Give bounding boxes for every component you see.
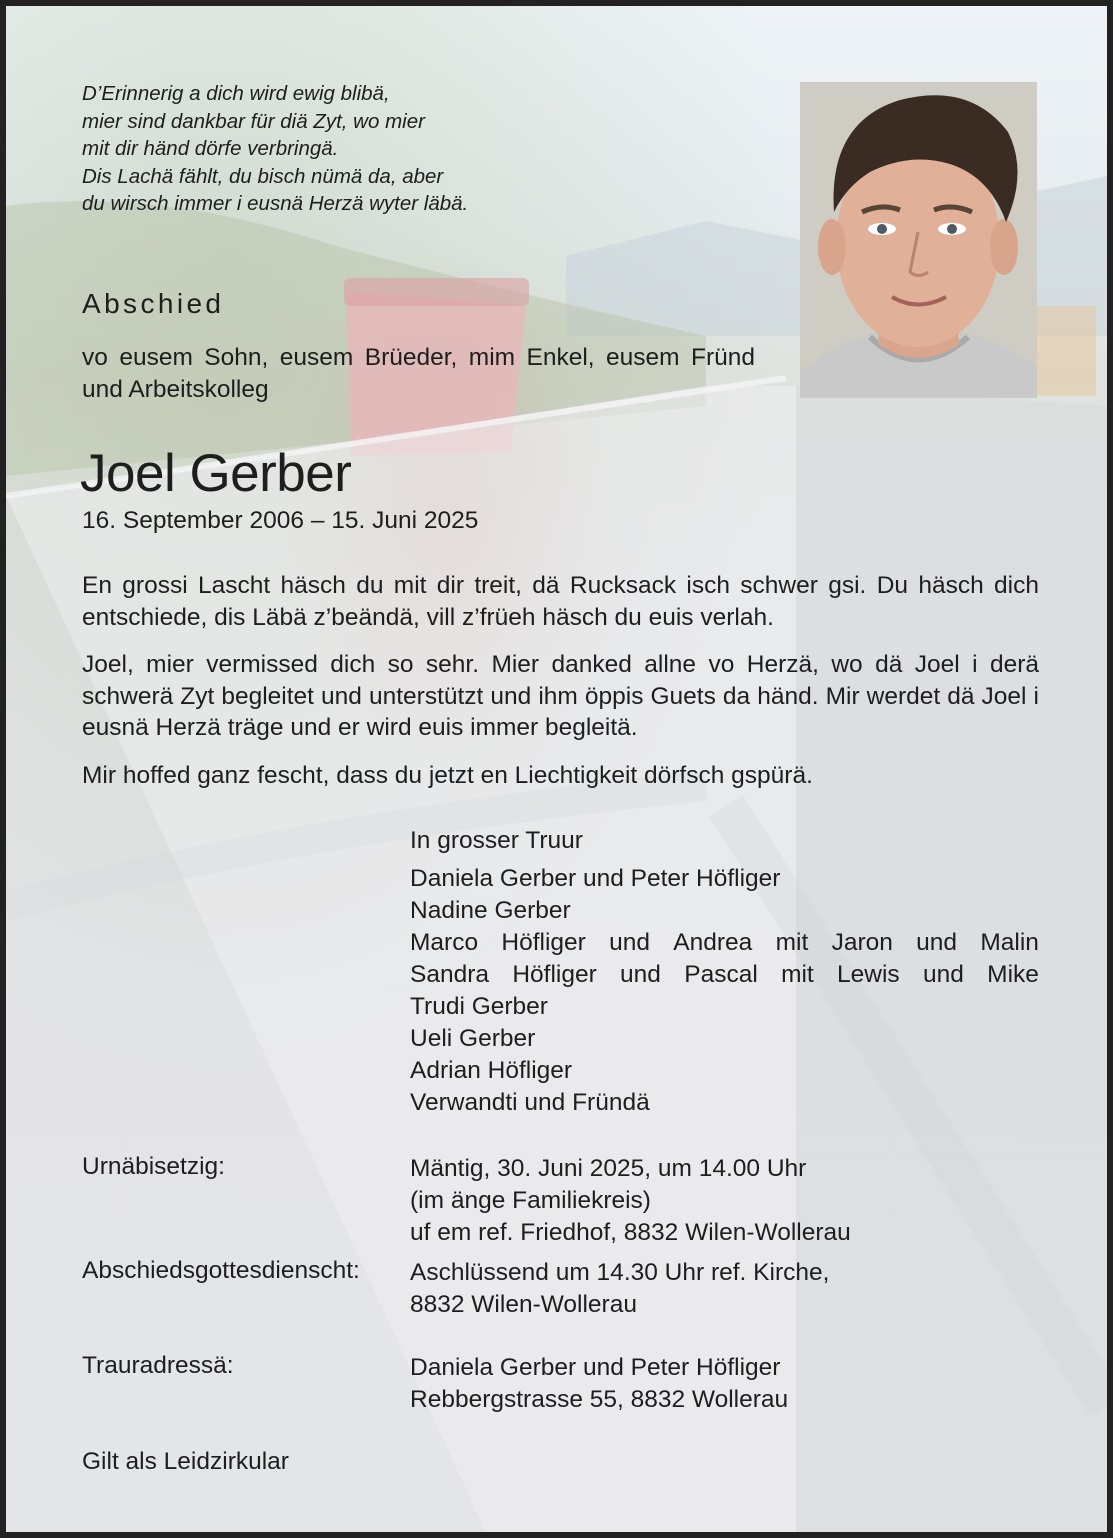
mourners-heading: In grosser Truur (410, 827, 583, 854)
poem (82, 80, 468, 218)
farewell-text: vo eusem Sohn, eusem Brüeder, mim Enkel, eusem Fründ und Arbeitskolleg (82, 344, 755, 403)
mourner-word: Andrea (673, 929, 753, 956)
urn-line: uf em ref. Friedhof, 8832 Wilen-Wollerau (410, 1219, 851, 1246)
mourner (410, 959, 1039, 991)
footer-note: Gilt als Leidzirkular (82, 1448, 289, 1475)
poem-line: mier sind dankbar für diä Zyt, wo mier (82, 109, 425, 133)
farewell-heading: Abschied (82, 288, 225, 319)
paragraph: Mir hoffed ganz fescht, dass du jetzt en Liechtigkeit dörfsch gspürä. (82, 761, 813, 789)
mourner-word: Sandra (410, 961, 490, 988)
mourner-word: Mike (987, 961, 1039, 988)
service-details (410, 1257, 829, 1321)
paragraph: En grossi Lascht häsch du mit dir treit, dä Rucksack isch schwer gsi. Du häsch dich entschiede, dis Läbä z’beändä, vill z’früeh häsch du euis verlah. (82, 572, 1039, 631)
mourner: Nadine Gerber (410, 897, 571, 924)
address-line: Daniela Gerber und Peter Höfliger (410, 1354, 781, 1381)
service-line: Aschlüssend um 14.30 Uhr ref. Kirche, (410, 1259, 830, 1286)
mourner-word: und (922, 961, 964, 988)
mourner-word: Malin (980, 929, 1039, 956)
obituary-text (82, 570, 1039, 807)
mourner: Verwandti und Fründä (410, 1089, 650, 1116)
mourner-word: und (620, 961, 661, 988)
service-line: 8832 Wilen-Wollerau (410, 1291, 637, 1318)
paragraph: Joel, mier vermissed dich so sehr. Mier danked allne vo Herzä, wo dä Joel i derä schwerä Zyt begleitet und unterstützt und ihm öppis Guets da händ. Mir werdet dä Joel i eusnä Herzä träge und er wird euis immer begleitä. (82, 651, 1039, 741)
mourner: Daniela Gerber und Peter Höfliger (410, 865, 781, 892)
mourners-list (410, 825, 1039, 1119)
urn-label: Urnäbisetzig: (82, 1153, 225, 1180)
mourner-word: und (609, 929, 650, 956)
poem-line: D’Erinnerig a dich wird ewig blibä, (82, 82, 390, 105)
mourner-word: Lewis (837, 961, 900, 988)
mourner-word: Pascal (684, 961, 758, 988)
portrait-photo (800, 82, 1037, 398)
mourner-word: Marco (410, 929, 479, 956)
mourner-word: mit (781, 961, 814, 988)
urn-line: (im änge Familiekreis) (410, 1187, 651, 1214)
poem-line: mit dir händ dörfe verbringä. (82, 137, 339, 160)
mourner: Ueli Gerber (410, 1025, 536, 1052)
mourner-word: Höfliger (501, 929, 586, 956)
urn-details (410, 1153, 851, 1249)
address-line: Rebbergstrasse 55, 8832 Wollerau (410, 1386, 789, 1413)
address-label: Trauradressä: (82, 1352, 234, 1379)
deceased-name: Joel Gerber (80, 444, 352, 503)
life-dates: 16. September 2006 – 15. Juni 2025 (82, 507, 479, 534)
urn-line: Mäntig, 30. Juni 2025, um 14.00 Uhr (410, 1155, 807, 1182)
mourner-word: mit (775, 929, 809, 956)
mourner: Trudi Gerber (410, 993, 548, 1020)
service-label: Abschiedsgottesdienscht: (82, 1257, 360, 1284)
mourner: Adrian Höfliger (410, 1057, 573, 1084)
poem-line: Dis Lachä fählt, du bisch nümä da, aber (82, 164, 444, 188)
mourner-word: und (916, 929, 958, 956)
mourner (410, 927, 1039, 959)
mourner-word: Höfliger (512, 961, 597, 988)
poem-line: du wirsch immer i eusnä Herzä wyter läbä. (82, 192, 469, 215)
mourner-word: Jaron (831, 929, 893, 956)
address-details (410, 1352, 788, 1416)
